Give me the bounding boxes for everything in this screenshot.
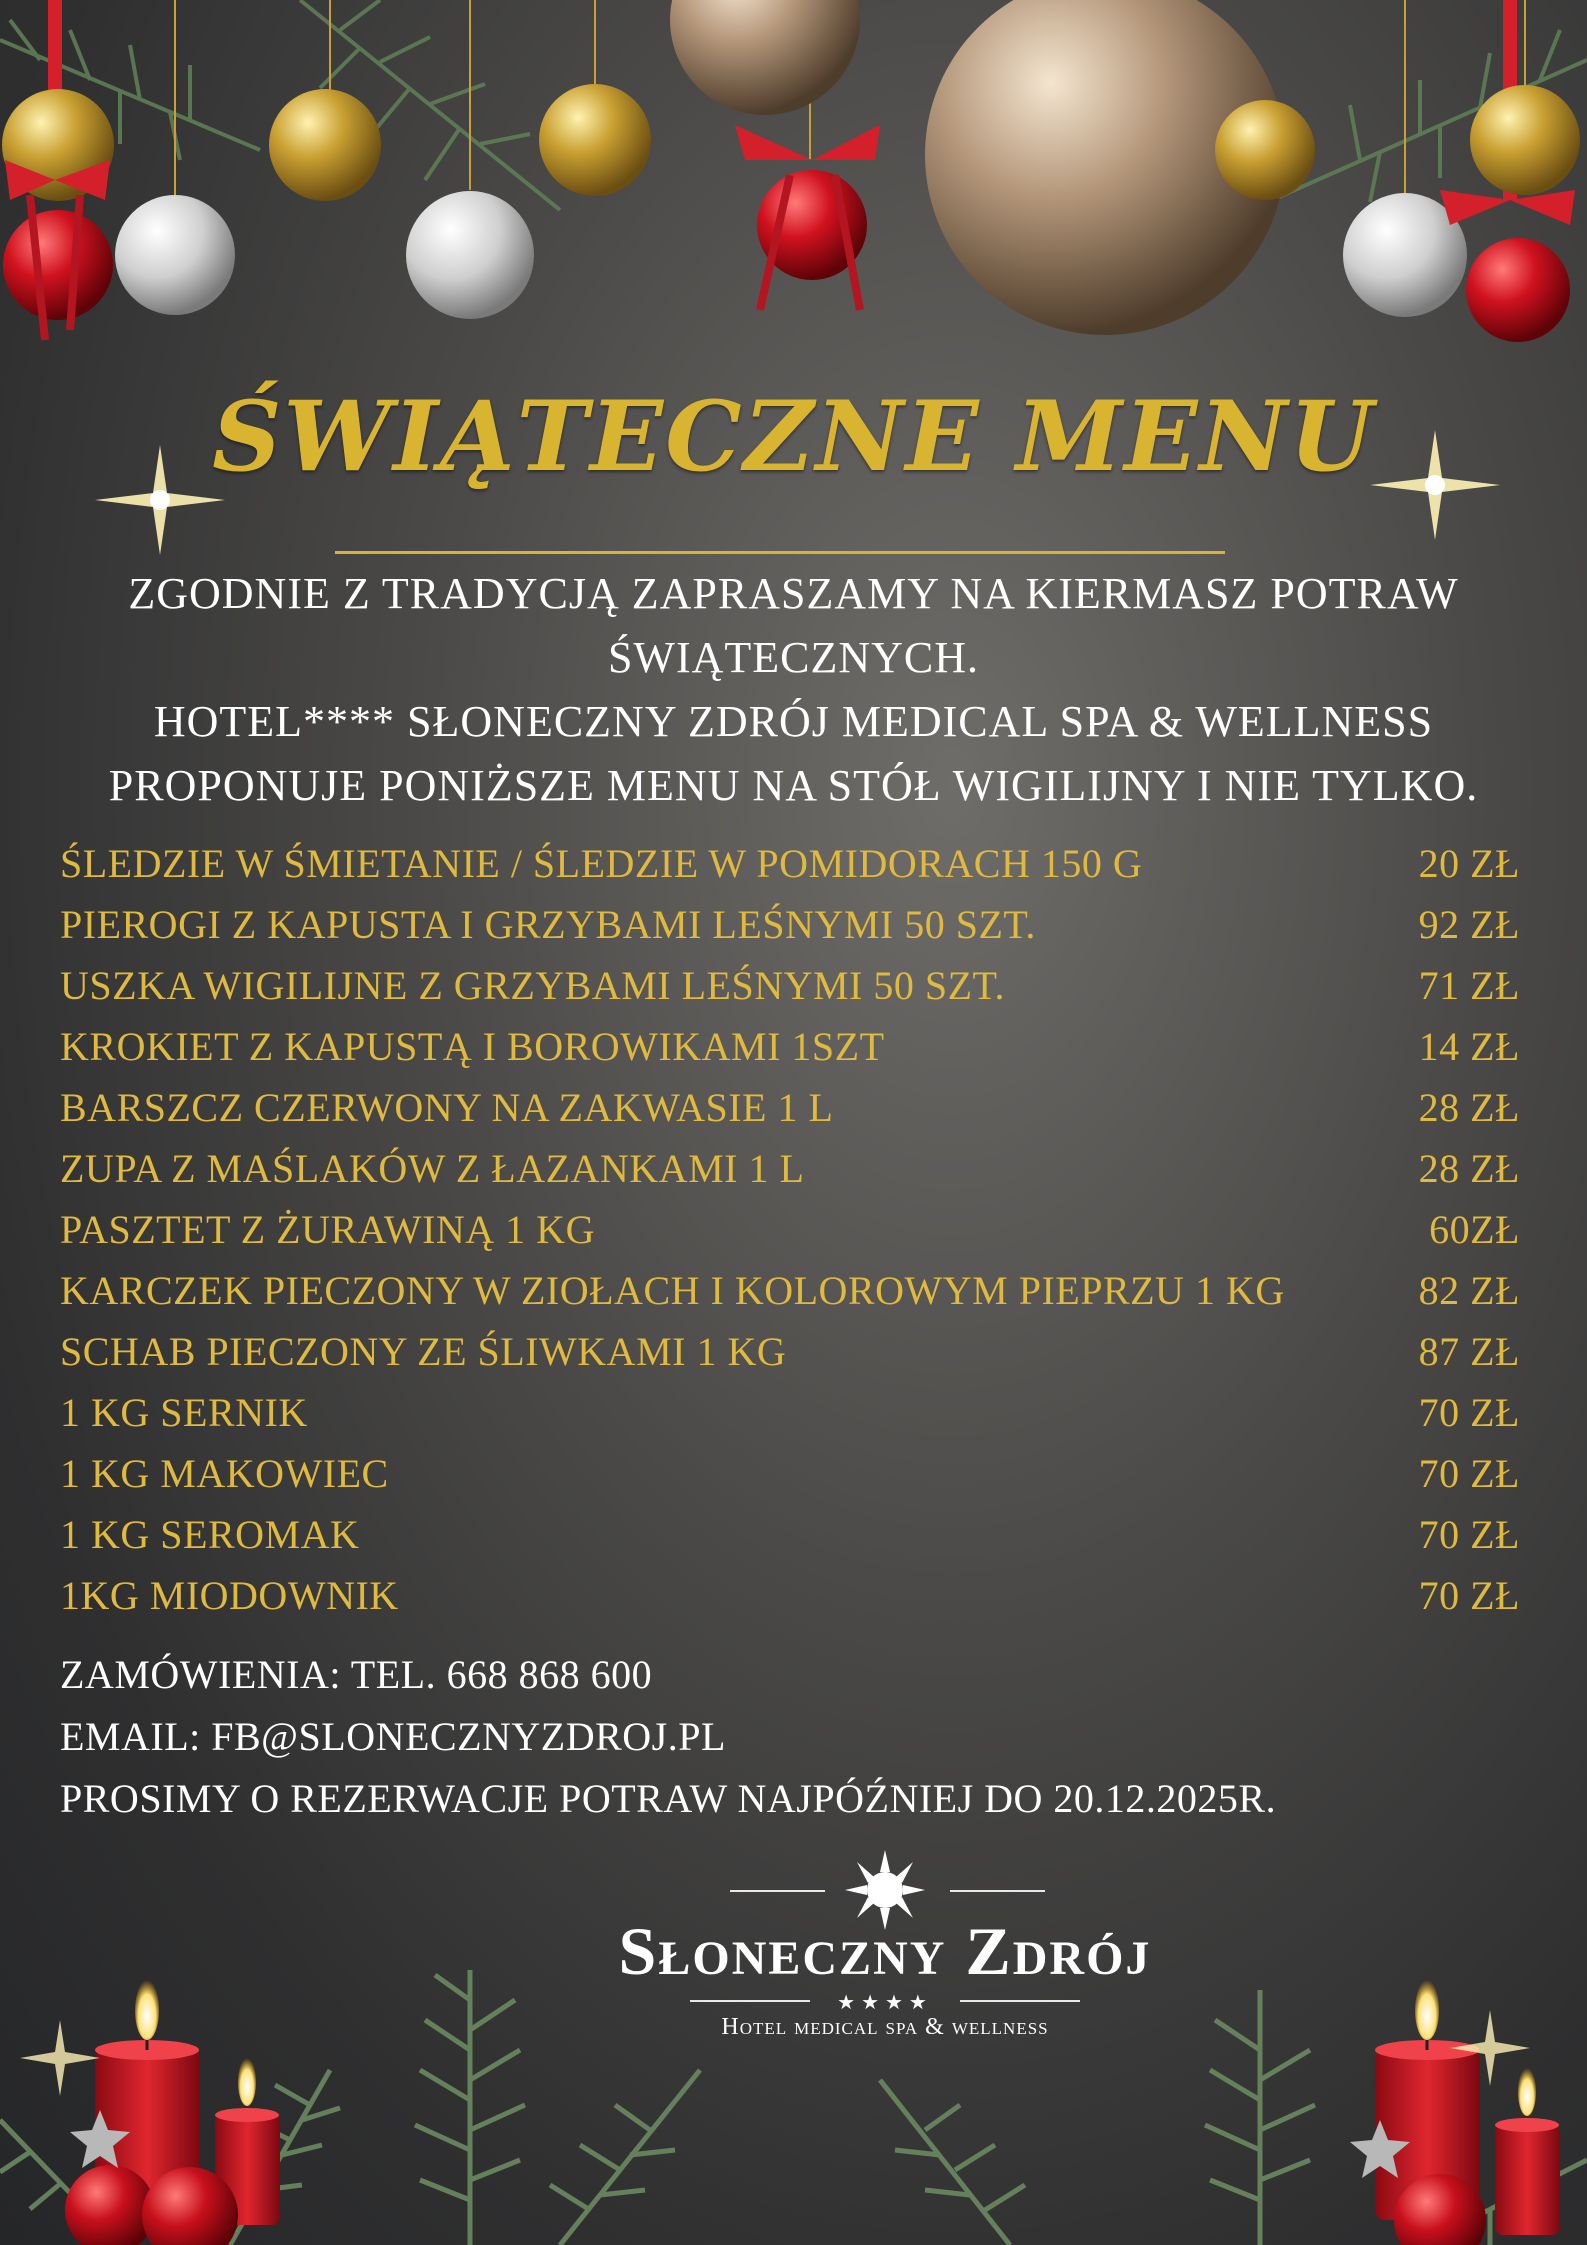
sparkle-star-icon — [20, 2020, 100, 2096]
menu-item-name: PASZTET Z ŻURAWINĄ 1 KG — [60, 1207, 595, 1252]
title-divider — [335, 551, 1225, 554]
intro-line: ŚWIĄTECZNYCH. — [607, 633, 980, 682]
menu-item-price: 92 ZŁ — [1418, 902, 1520, 947]
menu-item-name: KARCZEK PIECZONY W ZIOŁACH I KOLOROWYM PIEPRZU 1 KG — [60, 1268, 1285, 1313]
menu-item-price: 28 ZŁ — [1418, 1085, 1520, 1130]
menu-item — [60, 1443, 1520, 1504]
top-ornaments — [0, 0, 1587, 360]
menu-item-price: 14 ZŁ — [1418, 1024, 1520, 1069]
menu-item-name: 1 KG SERNIK — [60, 1390, 308, 1435]
menu-item-name: BARSZCZ CZERWONY NA ZAKWASIE 1 L — [60, 1085, 834, 1130]
ornament-bauble-icon — [406, 191, 534, 319]
menu-item-name: KROKIET Z KAPUSTĄ I BOROWIKAMI 1SZT — [60, 1024, 885, 1069]
menu-item — [60, 1199, 1520, 1260]
menu-item-name: USZKA WIGILIJNE Z GRZYBAMI LEŚNYMI 50 SZT. — [60, 963, 1006, 1008]
ornament-bauble-icon — [3, 210, 113, 320]
ornament-bauble-icon — [539, 84, 651, 196]
intro-line: HOTEL**** SŁONECZNY ZDRÓJ MEDICAL SPA & WELLNESS — [153, 697, 1434, 746]
contact-phone: ZAMÓWIENIA: TEL. 668 868 600 — [60, 1652, 653, 1697]
logo-divider — [950, 1890, 1045, 1892]
contact-email: EMAIL: FB@SLONECZNYZDROJ.PL — [60, 1714, 726, 1759]
menu-item-name: PIEROGI Z KAPUSTA I GRZYBAMI LEŚNYMI 50 SZT. — [60, 902, 1036, 947]
hotel-name: Słoneczny Zdrój — [618, 1913, 1152, 1989]
menu-item — [60, 1260, 1520, 1321]
menu-item — [60, 1016, 1520, 1077]
menu-item-price: 70 ZŁ — [1418, 1390, 1520, 1435]
page-title: ŚWIĄTECZNE MENU — [212, 380, 1375, 493]
menu-item-price: 70 ZŁ — [1418, 1451, 1520, 1496]
menu-item-price: 28 ZŁ — [1418, 1146, 1520, 1191]
intro-text — [60, 562, 1527, 818]
bottom-ornaments — [0, 1940, 1587, 2245]
menu-item-price: 70 ZŁ — [1418, 1573, 1520, 1618]
menu-item — [60, 1321, 1520, 1382]
menu-item-name: SCHAB PIECZONY ZE ŚLIWKAMI 1 KG — [60, 1329, 787, 1374]
menu-item-price: 71 ZŁ — [1418, 963, 1520, 1008]
ornament-bauble-icon — [1470, 85, 1580, 195]
intro-line: ZGODNIE Z TRADYCJĄ ZAPRASZAMY NA KIERMASZ POTRAW — [128, 569, 1459, 618]
ornament-bauble-icon — [269, 89, 381, 201]
menu-item-price: 20 ZŁ — [1418, 841, 1520, 886]
menu-item-price: 87 ZŁ — [1418, 1329, 1520, 1374]
menu-list — [60, 833, 1520, 1626]
logo-divider — [730, 1890, 825, 1892]
ornament-bauble-icon — [115, 195, 235, 315]
menu-item-price: 82 ZŁ — [1418, 1268, 1520, 1313]
menu-item-price: 60ZŁ — [1429, 1207, 1520, 1252]
menu-item — [60, 833, 1520, 894]
contact-info — [60, 1644, 1276, 1830]
menu-item-name: 1KG MIODOWNIK — [60, 1573, 399, 1618]
ornament-bauble-icon — [670, 0, 860, 115]
menu-item — [60, 1077, 1520, 1138]
order-deadline: PROSIMY O REZERWACJE POTRAW NAJPÓŹNIEJ DO 20.12.2025R. — [60, 1776, 1277, 1821]
ornament-bauble-icon — [1466, 238, 1570, 342]
menu-item-name: ZUPA Z MAŚLAKÓW Z ŁAZANKAMI 1 L — [60, 1146, 805, 1191]
menu-item — [60, 955, 1520, 1016]
menu-item — [60, 1382, 1520, 1443]
menu-item-name: 1 KG SEROMAK — [60, 1512, 360, 1557]
hotel-subtitle: Hotel medical spa & wellness — [721, 2014, 1049, 2040]
hotel-stars: ★★★★ — [837, 1992, 933, 2014]
menu-item-name: ŚLEDZIE W ŚMIETANIE / ŚLEDZIE W POMIDORACH 150 G — [60, 841, 1143, 886]
menu-item — [60, 894, 1520, 955]
menu-item-price: 70 ZŁ — [1418, 1512, 1520, 1557]
intro-line: PROPONUJE PONIŻSZE MENU NA STÓŁ WIGILIJNY I NIE TYLKO. — [108, 761, 1479, 810]
menu-item — [60, 1504, 1520, 1565]
menu-item-name: 1 KG MAKOWIEC — [60, 1451, 389, 1496]
menu-item — [60, 1565, 1520, 1626]
ornament-bauble-icon — [1215, 100, 1315, 200]
menu-item — [60, 1138, 1520, 1199]
